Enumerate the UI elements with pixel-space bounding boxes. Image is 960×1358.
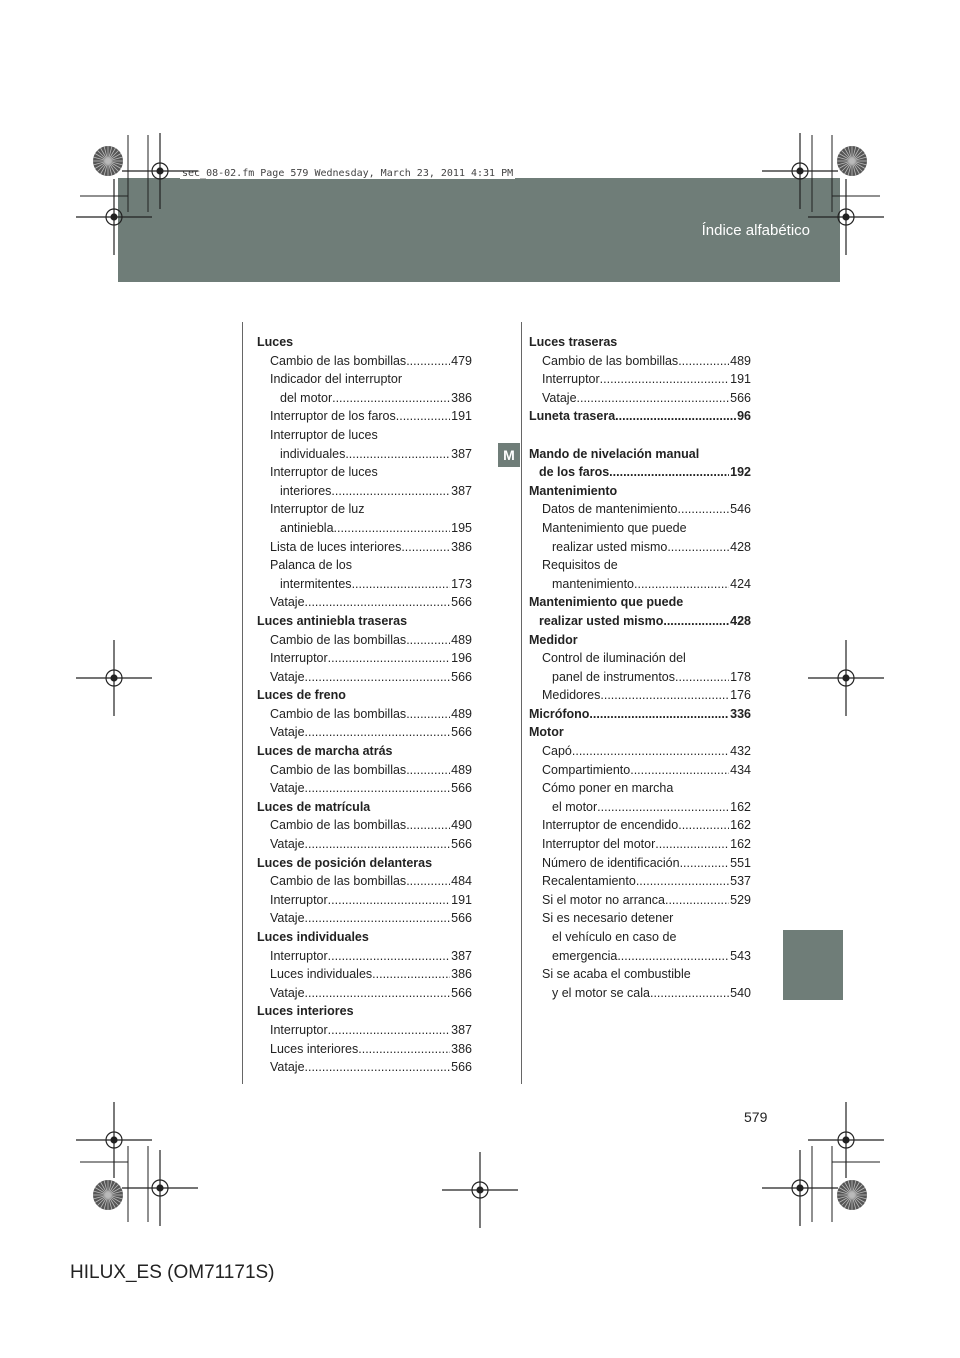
index-entry-label: Luces interiores <box>270 1041 359 1056</box>
index-page-ref: 540 <box>730 985 751 1000</box>
index-page-ref: 162 <box>730 799 751 814</box>
index-page-ref: 566 <box>451 985 472 1000</box>
index-entry-label: Micrófono <box>529 706 590 721</box>
index-entry-label: Mantenimiento <box>529 483 618 498</box>
index-page-ref: 195 <box>451 520 472 535</box>
index-entry-label: Luces de posición delanteras <box>257 855 433 870</box>
index-entry-label: Interruptor de los faros <box>270 409 396 424</box>
manual-code: HILUX_ES (OM71171S) <box>70 1262 275 1283</box>
index-entry-label: Interruptor del motor <box>542 837 656 852</box>
index-entry-label: Vataje <box>270 837 305 852</box>
index-page-ref: 386 <box>451 967 472 982</box>
index-page-ref: 546 <box>730 502 751 517</box>
index-page-ref: 386 <box>451 390 472 405</box>
index-entry-label: Capó <box>542 744 572 759</box>
index-entry-label: Cambio de las bombillas <box>270 706 407 721</box>
index-entry-label: Luces individuales <box>257 930 369 944</box>
index-entry-label: Cómo poner en marcha <box>542 781 674 796</box>
index-entry-label: el motor <box>552 799 598 814</box>
index-entry-label: Luces de marcha atrás <box>257 744 393 759</box>
index-entry-label: Motor <box>529 725 564 740</box>
index-page-ref: 192 <box>730 465 751 480</box>
index-entry-label: Interruptor de encendido <box>542 818 679 833</box>
index-page-ref: 490 <box>451 818 472 833</box>
index-entry-label: individuales <box>280 446 346 461</box>
index-page-ref: 191 <box>451 409 472 424</box>
index-page-ref: 173 <box>451 576 472 591</box>
index-page-ref: 434 <box>730 762 751 777</box>
index-entry-label: Vataje <box>270 985 305 1000</box>
index-entry-label: Luces de freno <box>257 688 346 703</box>
index-page-ref: 566 <box>451 837 472 852</box>
index-entry-label: Interruptor de luz <box>270 502 365 517</box>
index-entry-label: Luneta trasera <box>529 409 616 424</box>
index-page-ref: 489 <box>730 353 751 368</box>
index-page-ref: 566 <box>451 911 472 926</box>
index-page-ref: 566 <box>451 669 472 684</box>
section-title: Índice alfabético <box>701 222 810 239</box>
index-page-ref: 387 <box>451 446 472 461</box>
index-entry-label: Recalentamiento <box>542 874 636 889</box>
index-entry-label: Medidores <box>542 688 601 703</box>
index-page-ref: 162 <box>730 837 751 852</box>
index-page-ref: 489 <box>451 706 472 721</box>
index-entry-label: mantenimiento <box>552 576 634 591</box>
index-page-ref: 479 <box>451 353 472 368</box>
index-page-ref: 387 <box>451 948 472 963</box>
index-entry-label: intermitentes <box>280 576 352 591</box>
index-entry-label: de los faros <box>539 465 610 480</box>
index-entry-label: Requisitos de <box>542 558 618 573</box>
index-entry-label: Interruptor de luces <box>270 465 378 480</box>
index-entry-label: Luces de matrícula <box>257 799 371 814</box>
index-page-ref: 566 <box>451 595 472 610</box>
index-entry-label: realizar usted mismo <box>539 613 664 628</box>
index-entry-label: Interruptor <box>270 948 328 963</box>
index-page-ref: 566 <box>451 725 472 740</box>
index-entry-label: del motor <box>280 390 333 405</box>
index-entry-label: Cambio de las bombillas <box>270 632 407 647</box>
index-page-ref: 196 <box>451 651 472 666</box>
index-entry-label: Vataje <box>270 669 305 684</box>
index-entry-label: Palanca de los <box>270 558 353 573</box>
index-entry-label: panel de instrumentos <box>552 669 675 684</box>
index-entry-label: Luces individuales <box>270 967 373 982</box>
letter-tab: M <box>498 443 520 467</box>
index-entry-label: Luces interiores <box>257 1004 354 1019</box>
index-entry-label: Mantenimiento que puede <box>542 520 687 535</box>
index-entry-label: Vataje <box>270 911 305 926</box>
index-page-ref: 336 <box>730 706 751 721</box>
index-entry-label: y el motor se cala <box>552 985 650 1000</box>
index-entry-label: Vataje <box>270 1060 305 1075</box>
index-entry-label: Luces antiniebla traseras <box>257 613 408 628</box>
index-entry-label: Cambio de las bombillas <box>542 353 679 368</box>
index-entry-label: el vehículo en caso de <box>552 930 677 944</box>
index-entry-label: Interruptor <box>542 372 600 387</box>
index-page-ref: 386 <box>451 1041 472 1056</box>
index-page-ref: 386 <box>451 539 472 554</box>
index-entry-label: Compartimiento <box>542 762 631 777</box>
index-entry-label: Si el motor no arranca <box>542 892 665 907</box>
index-page-ref: 176 <box>730 688 751 703</box>
page-number: 579 <box>744 1109 768 1125</box>
index-entry-label: Vataje <box>270 781 305 796</box>
index-entry-label: Datos de mantenimiento <box>542 502 678 517</box>
index-page-ref: 428 <box>730 613 751 628</box>
index-entry-label: Vataje <box>542 390 577 405</box>
index-page-ref: 432 <box>730 744 751 759</box>
index-entry-label: Indicador del interruptor <box>270 372 403 387</box>
index-entry-label: Interruptor <box>270 651 328 666</box>
index-entry-label: antiniebla <box>280 520 334 535</box>
index-entry-label: Luces <box>257 335 294 349</box>
index-entry-label: interiores <box>280 483 332 498</box>
index-page-ref: 191 <box>451 892 472 907</box>
index-page-ref: 387 <box>451 1022 472 1037</box>
index-entry-label: Cambio de las bombillas <box>270 818 407 833</box>
index-page-ref: 529 <box>730 892 751 907</box>
index-page-ref: 566 <box>730 390 751 405</box>
index-entry-label: Interruptor de luces <box>270 427 378 442</box>
index-page-ref: 424 <box>730 576 751 591</box>
index-page-ref: 387 <box>451 483 472 498</box>
index-page-ref: 96 <box>737 409 751 424</box>
index-page-ref: 178 <box>730 669 751 684</box>
index-page-ref: 543 <box>730 948 751 963</box>
index-entry-label: Vataje <box>270 725 305 740</box>
index-entry-label: Cambio de las bombillas <box>270 353 407 368</box>
index-entry-label: Mantenimiento que puede <box>529 595 684 610</box>
index-entry-label: Cambio de las bombillas <box>270 874 407 889</box>
index-page-ref: 537 <box>730 874 751 889</box>
index-page-ref: 566 <box>451 781 472 796</box>
index-entry-label: Número de identificación <box>542 855 680 870</box>
file-stamp: sec_08-02.fm Page 579 Wednesday, March 23, 2011 4:31 PM <box>182 168 514 179</box>
index-entry-label: Medidor <box>529 632 578 647</box>
index-entry-label: Luces traseras <box>529 335 618 349</box>
index-entry-label: Lista de luces interiores <box>270 539 402 554</box>
index-entry-label: Interruptor <box>270 892 328 907</box>
index-entry-label: Control de iluminación del <box>542 651 686 666</box>
index-page-ref: 489 <box>451 632 472 647</box>
index-page-ref: 484 <box>451 874 472 889</box>
index-entry-label: Si se acaba el combustible <box>542 967 691 982</box>
index-page-ref: 428 <box>730 539 751 554</box>
index-page-ref: 162 <box>730 818 751 833</box>
index-entry-label: Vataje <box>270 595 305 610</box>
index-page-ref: 551 <box>730 855 751 870</box>
index-page-ref: 566 <box>451 1060 472 1075</box>
index-page-ref: 489 <box>451 762 472 777</box>
index-page-ref: 191 <box>730 372 751 387</box>
index-entry-label: emergencia <box>552 948 618 963</box>
index-entry-label: Cambio de las bombillas <box>270 762 407 777</box>
index-entry-label: Si es necesario detener <box>542 911 674 926</box>
index-entry-label: realizar usted mismo <box>552 539 668 554</box>
index-entry-label: Mando de nivelación manual <box>529 446 700 461</box>
index-entry-label: Interruptor <box>270 1022 328 1037</box>
